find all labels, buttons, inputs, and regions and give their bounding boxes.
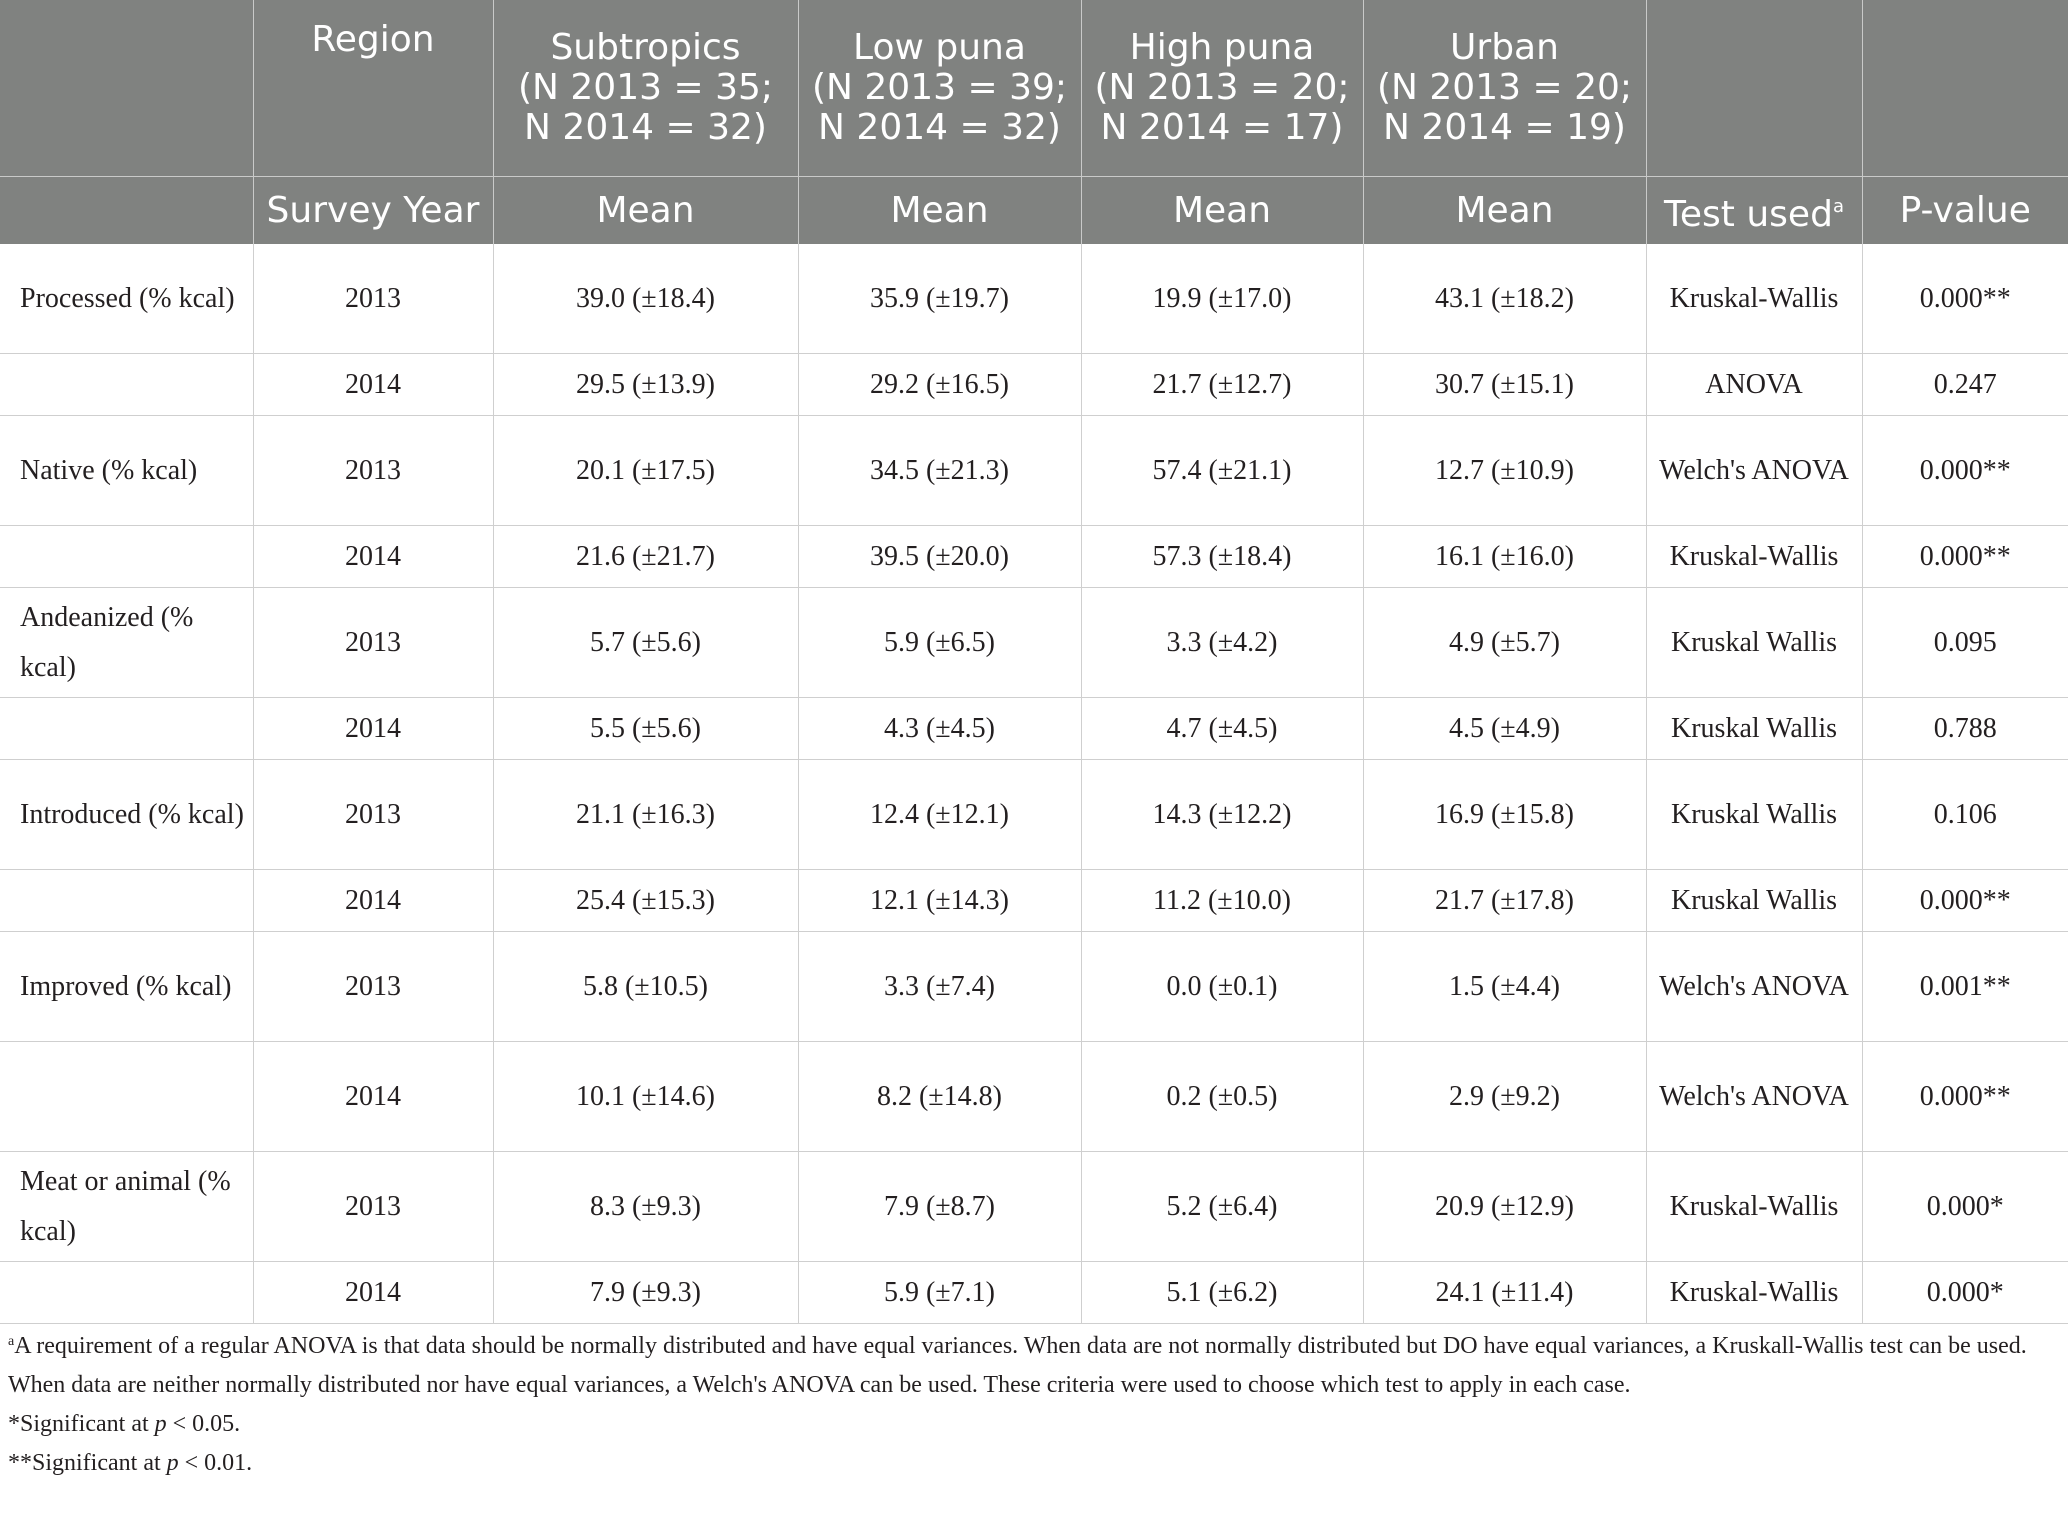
mean-cell: 4.7 (±4.5): [1081, 698, 1363, 760]
mean-cell: 7.9 (±9.3): [493, 1262, 798, 1324]
mean-cell: 1.5 (±4.4): [1363, 932, 1646, 1042]
test-cell: Welch's ANOVA: [1646, 416, 1862, 526]
mean-cell: 16.9 (±15.8): [1363, 760, 1646, 870]
p-value-cell: 0.106: [1862, 760, 2068, 870]
category-cell: [0, 698, 253, 760]
year-cell: 2014: [253, 870, 493, 932]
category-cell: Andeanized (% kcal): [0, 588, 253, 698]
mean-cell: 5.9 (±6.5): [798, 588, 1081, 698]
mean-cell: 34.5 (±21.3): [798, 416, 1081, 526]
test-cell: Kruskal Wallis: [1646, 760, 1862, 870]
mean-cell: 14.3 (±12.2): [1081, 760, 1363, 870]
table-row: [0, 870, 2068, 932]
mean-cell: 0.2 (±0.5): [1081, 1042, 1363, 1152]
table-row: [0, 1152, 2068, 1262]
test-cell: Kruskal-Wallis: [1646, 1152, 1862, 1262]
survey-year-header: Survey Year: [253, 177, 493, 245]
mean-cell: 29.2 (±16.5): [798, 354, 1081, 416]
blank-header-cell: [1862, 0, 2068, 177]
mean-cell: 5.5 (±5.6): [493, 698, 798, 760]
mean-cell: 30.7 (±15.1): [1363, 354, 1646, 416]
year-cell: 2013: [253, 588, 493, 698]
p-value-cell: 0.000**: [1862, 416, 2068, 526]
mean-cell: 5.1 (±6.2): [1081, 1262, 1363, 1324]
header-row-regions: [0, 0, 2068, 177]
year-cell: 2014: [253, 1262, 493, 1324]
mean-cell: 12.1 (±14.3): [798, 870, 1081, 932]
mean-cell: 0.0 (±0.1): [1081, 932, 1363, 1042]
mean-cell: 4.9 (±5.7): [1363, 588, 1646, 698]
mean-cell: 19.9 (±17.0): [1081, 244, 1363, 354]
mean-cell: 5.7 (±5.6): [493, 588, 798, 698]
mean-cell: 35.9 (±19.7): [798, 244, 1081, 354]
header-row-columns: [0, 177, 2068, 245]
p-value-cell: 0.000**: [1862, 244, 2068, 354]
table-row: [0, 1262, 2068, 1324]
mean-cell: 57.3 (±18.4): [1081, 526, 1363, 588]
mean-cell: 12.7 (±10.9): [1363, 416, 1646, 526]
mean-cell: 39.5 (±20.0): [798, 526, 1081, 588]
category-cell: Introduced (% kcal): [0, 760, 253, 870]
category-cell: [0, 1262, 253, 1324]
mean-cell: 3.3 (±7.4): [798, 932, 1081, 1042]
blank-header-cell: [1646, 0, 1862, 177]
mean-cell: 57.4 (±21.1): [1081, 416, 1363, 526]
mean-cell: 21.7 (±12.7): [1081, 354, 1363, 416]
category-cell: Improved (% kcal): [0, 932, 253, 1042]
test-cell: Kruskal Wallis: [1646, 870, 1862, 932]
table-footnotes: [8, 1322, 2058, 1483]
corner-cell: [0, 177, 253, 245]
test-used-header: Test used$^a$: [1646, 177, 1862, 245]
category-cell: [0, 1042, 253, 1152]
year-cell: 2014: [253, 526, 493, 588]
mean-header: Mean: [1081, 177, 1363, 245]
p-value-cell: 0.000*: [1862, 1262, 2068, 1324]
p-value-header: P-value: [1862, 177, 2068, 245]
mean-cell: 10.1 (±14.6): [493, 1042, 798, 1152]
mean-header: Mean: [1363, 177, 1646, 245]
mean-cell: 21.7 (±17.8): [1363, 870, 1646, 932]
year-cell: 2013: [253, 932, 493, 1042]
mean-cell: 8.2 (±14.8): [798, 1042, 1081, 1152]
table-row: [0, 698, 2068, 760]
mean-cell: 29.5 (±13.9): [493, 354, 798, 416]
region-label: Region: [253, 0, 493, 177]
year-cell: 2014: [253, 698, 493, 760]
test-cell: Kruskal Wallis: [1646, 588, 1862, 698]
region-header-high-puna: High puna (N 2013 = 20; N 2014 = 17): [1081, 0, 1363, 177]
mean-header: Mean: [493, 177, 798, 245]
region-header-low-puna: Low puna (N 2013 = 39; N 2014 = 32): [798, 0, 1081, 177]
mean-cell: 16.1 (±16.0): [1363, 526, 1646, 588]
p-value-cell: 0.095: [1862, 588, 2068, 698]
category-cell: [0, 870, 253, 932]
table-row: [0, 526, 2068, 588]
mean-cell: 25.4 (±15.3): [493, 870, 798, 932]
p-value-cell: 0.000**: [1862, 870, 2068, 932]
test-cell: Kruskal-Wallis: [1646, 1262, 1862, 1324]
table-row: [0, 760, 2068, 870]
mean-cell: 2.9 (±9.2): [1363, 1042, 1646, 1152]
table-row: [0, 416, 2068, 526]
mean-cell: 11.2 (±10.0): [1081, 870, 1363, 932]
test-cell: Kruskal Wallis: [1646, 698, 1862, 760]
table-row: [0, 244, 2068, 354]
mean-cell: 4.5 (±4.9): [1363, 698, 1646, 760]
region-header-subtropics: Subtropics (N 2013 = 35; N 2014 = 32): [493, 0, 798, 177]
year-cell: 2014: [253, 354, 493, 416]
table-row: [0, 932, 2068, 1042]
mean-cell: 20.9 (±12.9): [1363, 1152, 1646, 1262]
mean-cell: 8.3 (±9.3): [493, 1152, 798, 1262]
table-row: [0, 588, 2068, 698]
year-cell: 2013: [253, 760, 493, 870]
test-cell: Kruskal-Wallis: [1646, 244, 1862, 354]
p-value-cell: 0.000*: [1862, 1152, 2068, 1262]
mean-cell: 5.9 (±7.1): [798, 1262, 1081, 1324]
mean-cell: 24.1 (±11.4): [1363, 1262, 1646, 1324]
mean-cell: 7.9 (±8.7): [798, 1152, 1081, 1262]
mean-cell: 43.1 (±18.2): [1363, 244, 1646, 354]
p-value-cell: 0.247: [1862, 354, 2068, 416]
category-cell: Meat or animal (% kcal): [0, 1152, 253, 1262]
mean-cell: 21.6 (±21.7): [493, 526, 798, 588]
p-value-cell: 0.001**: [1862, 932, 2068, 1042]
test-cell: Welch's ANOVA: [1646, 1042, 1862, 1152]
mean-cell: 12.4 (±12.1): [798, 760, 1081, 870]
year-cell: 2013: [253, 1152, 493, 1262]
category-cell: [0, 354, 253, 416]
test-cell: ANOVA: [1646, 354, 1862, 416]
category-cell: [0, 526, 253, 588]
footnote-a: [8, 1322, 2058, 1405]
p-value-cell: 0.000**: [1862, 1042, 2068, 1152]
mean-cell: 21.1 (±16.3): [493, 760, 798, 870]
footnote-a-text: A requirement of a regular ANOVA is that data should be normally distributed and have equal variances. When data are not normally distributed but DO have equal variances, a Kruskall-Wallis test can be used. When data are neither normally distributed nor have equal variances, a Welch's ANOVA can be used. These criteria were used to choose which test to apply in each case.: [8, 1333, 2027, 1398]
p-value-cell: 0.000**: [1862, 526, 2068, 588]
year-cell: 2013: [253, 416, 493, 526]
corner-cell: [0, 0, 253, 177]
category-cell: Native (% kcal): [0, 416, 253, 526]
footnote-significance-05: *Significant at p < 0.05.: [8, 1411, 241, 1437]
table-row: [0, 354, 2068, 416]
footnote-a-marker: a: [1832, 195, 1844, 217]
year-cell: 2013: [253, 244, 493, 354]
region-header-urban: Urban (N 2013 = 20; N 2014 = 19): [1363, 0, 1646, 177]
mean-cell: 5.8 (±10.5): [493, 932, 798, 1042]
year-cell: 2014: [253, 1042, 493, 1152]
mean-cell: 39.0 (±18.4): [493, 244, 798, 354]
mean-cell: 4.3 (±4.5): [798, 698, 1081, 760]
mean-cell: 3.3 (±4.2): [1081, 588, 1363, 698]
p-value-cell: 0.788: [1862, 698, 2068, 760]
table-row: [0, 1042, 2068, 1152]
mean-cell: 5.2 (±6.4): [1081, 1152, 1363, 1262]
category-cell: Processed (% kcal): [0, 244, 253, 354]
mean-header: Mean: [798, 177, 1081, 245]
footnote-significance-01: **Significant at p < 0.01.: [8, 1450, 253, 1476]
mean-cell: 20.1 (±17.5): [493, 416, 798, 526]
test-cell: Kruskal-Wallis: [1646, 526, 1862, 588]
test-cell: Welch's ANOVA: [1646, 932, 1862, 1042]
footnote-a-sup: a: [8, 1334, 15, 1349]
